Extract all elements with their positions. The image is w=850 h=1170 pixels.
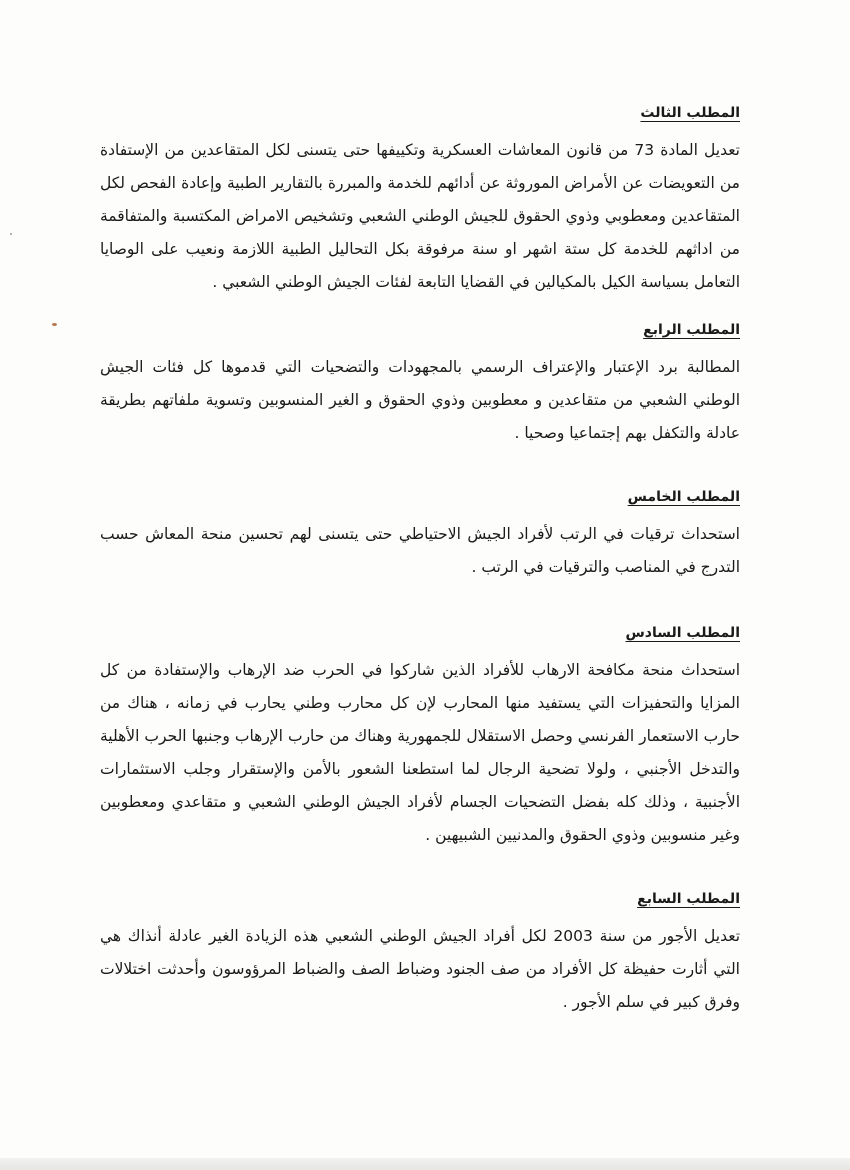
section-heading: المطلب الرابع (643, 322, 740, 338)
section-heading: المطلب الخامس (627, 489, 740, 505)
section-demand-4 (100, 319, 740, 450)
document-body (100, 78, 740, 1019)
scan-bottom-edge (0, 1158, 850, 1170)
section-heading: المطلب السابع (637, 891, 740, 907)
scan-speck (10, 233, 12, 235)
section-paragraph: المطالبة برد الإعتبار والإعتراف الرسمي بالمجهودات والتضحيات التي قدموها كل فئات الجيش الوطني الشعبي من متقاعدين و معطوبين وذوي الحقوق و الغير المنسوبين وتسوية ملفاتهم بطريقة عادلة والتكفل بهم إجتماعيا وصحيا . (100, 358, 740, 442)
section-demand-7 (100, 888, 740, 1019)
section-demand-5 (100, 486, 740, 584)
section-paragraph: استحداث منحة مكافحة الارهاب للأفراد الذين شاركوا في الحرب ضد الإرهاب والإستفادة من كل المزايا والتحفيزات التي يستفيد منها المحارب لإن كل محارب وطني يحارب في زمانه ، هناك من حارب الاستعمار الفرنسي وحصل الاستقلال للجمهورية وهناك من حارب الإرهاب وجنبها الحرب الأهلية والتدخل الأجنبي ، ولولا تضحية الرجال لما استطعنا الشعور بالأمن والإستقرار وجلب الاستثمارات الأجنبية ، وذلك كله بفضل التضحيات الجسام لأفراد الجيش الوطني الشعبي و متقاعدي ومعطوبين وغير منسوبين وذوي الحقوق والمدنيين الشبيهين . (100, 661, 740, 844)
section-demand-6 (100, 622, 740, 852)
section-paragraph: استحداث ترقيات في الرتب لأفراد الجيش الاحتياطي حتى يتسنى لهم تحسين منحة المعاش حسب التدرج في المناصب والترقيات في الرتب . (100, 525, 740, 576)
section-paragraph: تعديل المادة 73 من قانون المعاشات العسكرية وتكييفها حتى يتسنى لكل المتقاعدين من الإستفادة من التعويضات عن الأمراض الموروثة عن أدائهم للخدمة والمبررة بالتقارير الطبية وإعادة الفحص لكل المتقاعدين ومعطوبي وذوي الحقوق للجيش الوطني الشعبي وتشخيص الامراض المكتسبة والمتفاقمة من اداثهم للخدمة كل ستة اشهر او سنة مرفوقة بكل التحاليل الطبية اللازمة ونعيب على الوصايا التعامل بسياسة الكيل بالمكيالين في القضايا التابعة لفئات الجيش الوطني الشعبي . (100, 141, 740, 291)
section-demand-3 (100, 102, 740, 299)
scan-speck (52, 323, 57, 326)
section-paragraph: تعديل الأجور من سنة 2003 لكل أفراد الجيش الوطني الشعبي هذه الزيادة الغير عادلة أنذاك هي التي أثارت حفيظة كل الأفراد من صف الجنود وضباط الصف والضباط المرؤوسون وأحدثت اختلالات وفرق كبير في سلم الأجور . (100, 927, 741, 1011)
section-heading: المطلب الثالث (640, 105, 740, 121)
section-heading: المطلب السادس (625, 625, 740, 641)
